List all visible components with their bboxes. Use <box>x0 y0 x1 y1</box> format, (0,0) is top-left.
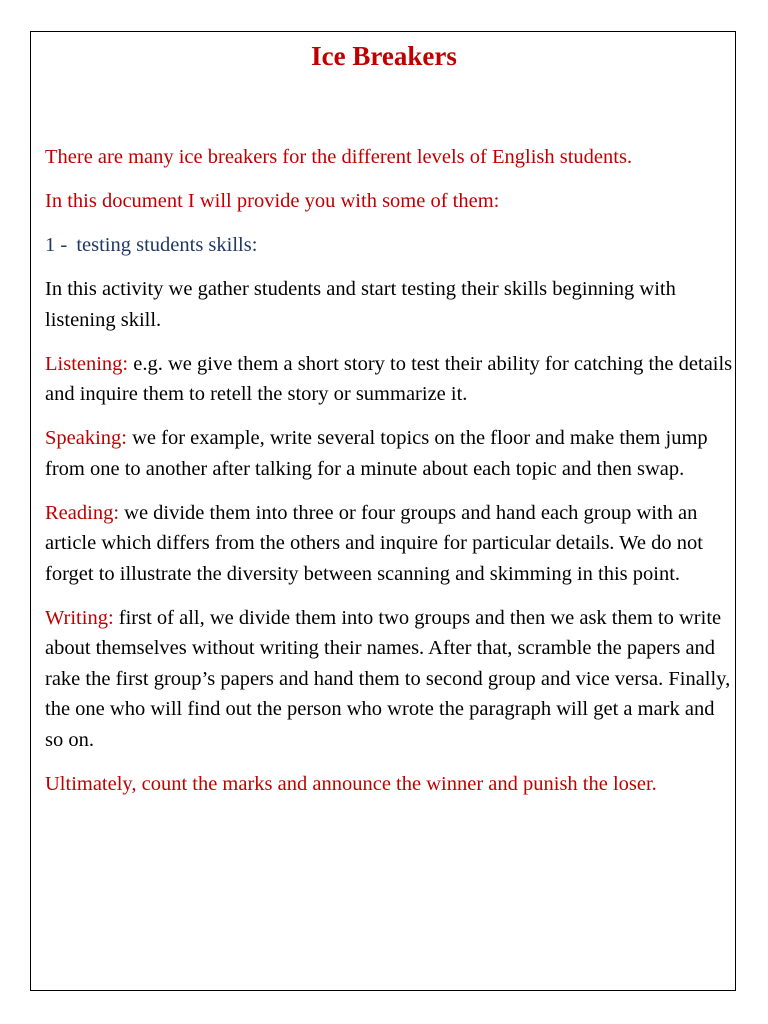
conclusion: Ultimately, count the marks and announce the winner and punish the loser. <box>45 772 657 795</box>
intro-line-2: In this document I will provide you with some of them: <box>45 190 500 212</box>
section-reading <box>45 498 735 590</box>
intro-line-1: There are many ice breakers for the different levels of English students. <box>45 146 633 168</box>
section-writing <box>45 603 735 756</box>
list-item-1 <box>45 230 735 261</box>
section-text-writing: first of all, we divide them into two groups and then we ask them to write about themselves without writing their names. After that, scramble the papers and rake the first group’s papers and hand them to second group and vice versa. Finally, the one who will find out the person who wrote the paragraph will get a mark and so on. <box>45 606 731 751</box>
section-speaking <box>45 423 735 484</box>
section-text-listening: e.g. we give them a short story to test their ability for catching the details and inquire them to retell the story or summarize it. <box>45 352 733 405</box>
section-label-reading: Reading: <box>45 501 120 524</box>
section-text-speaking: we for example, write several topics on the floor and make them jump from one to another after talking for a minute about each topic and then swap. <box>45 427 708 480</box>
section-listening <box>45 349 735 410</box>
section-label-listening: Listening: <box>45 352 129 375</box>
section-label-writing: Writing: <box>45 606 114 629</box>
document-title: Ice Breakers <box>311 41 457 71</box>
section-text-reading: we divide them into three or four groups and hand each group with an article which differs from the others and inquire for particular details. We do not forget to illustrate the diversity between scanning and skimming in this point. <box>45 501 703 585</box>
document-body <box>45 142 735 813</box>
section-label-speaking: Speaking: <box>45 427 127 449</box>
activity-intro: In this activity we gather students and start testing their skills beginning with listening skill. <box>45 278 676 331</box>
list-item-number: 1 - <box>45 234 68 256</box>
list-item-text: testing students skills: <box>76 234 258 256</box>
